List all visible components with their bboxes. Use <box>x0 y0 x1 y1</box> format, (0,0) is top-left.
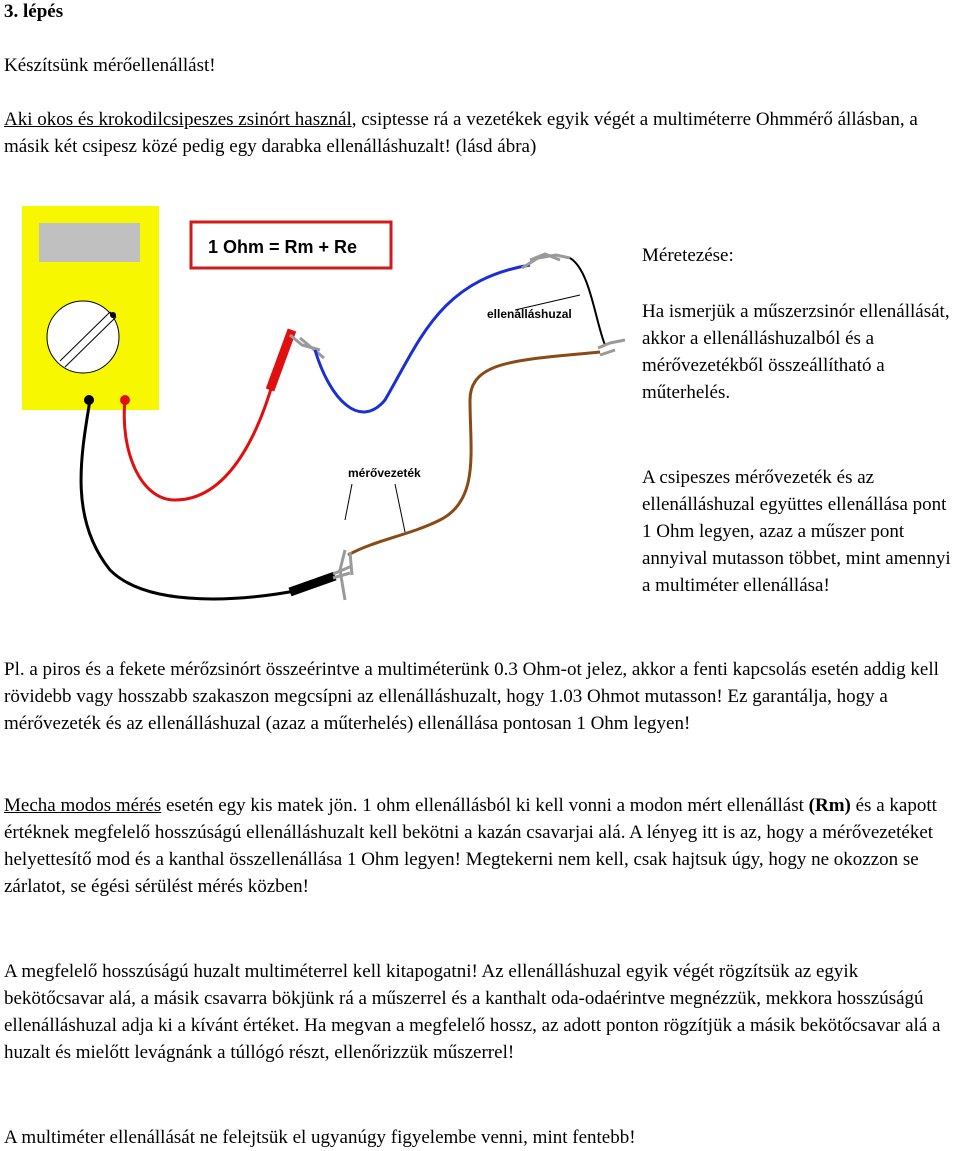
brown-lead <box>348 352 600 555</box>
paragraph-3 <box>4 792 954 900</box>
paragraph-3-text-b: és a kapott értéknek megfelelő hosszúságú ellenálláshuzalt kell bekötni a kazán csavarjai alá. A lényeg itt is az, hogy a mérővezetéket helyettesítő mod és a kanthal összellenállása 1 Ohm legyen! Megtekerni nem kell, csak hajtsuk úgy, hogy ne okozzon se zárlatot, se égési sérülést mérés közben! <box>4 795 937 897</box>
resistance-wire <box>570 258 605 345</box>
paragraph-1-text: , csiptesse rá a vezetékek egyik végét a multiméterre Ohmmérő állásban, a másik két csipesz közé pedig egy darabka ellenálláshuzalt! (lásd ábra) <box>4 109 918 157</box>
paragraph-4: A megfelelő hosszúságú huzalt multiméterrel kell kitapogatni! Az ellenálláshuzal egyik végét rögzítsük az egyik bekötőcsavar alá, a másik csavarra bökjünk rá a műszerrel és a kanthalt oda-odaérintve megnézzük, mekkora hosszúságú ellenálláshuzal adja ki a kívánt értéket. Ha megvan a megfelelő hossz, az adott ponton rögzítjük a másik bekötőcsavar alá a huzalt és mielőtt levágnánk a túllógó részt, ellenőrizzük műszerrel! <box>4 961 941 1063</box>
multimeter-display <box>39 223 140 262</box>
multimeter-dial <box>47 301 119 373</box>
label-resistance-wire: ellenálláshuzal <box>487 307 572 321</box>
formula-text: 1 Ohm = Rm + Re <box>208 237 358 257</box>
paragraph-3-text-a: esetén egy kis matek jön. 1 ohm ellenállásból ki kell vonni a modon mért ellenállást <box>161 795 809 816</box>
intro-text: Készítsünk mérőellenállást! <box>4 55 216 76</box>
paragraph-1 <box>4 106 954 160</box>
side-title: Méretezése: <box>642 245 734 266</box>
side-paragraph-1: Ha ismerjük a műszerzsinór ellenállását, akkor a ellenálláshuzalból és a mérővezetékből összeállítható a műterhelés. <box>642 301 950 403</box>
step-heading: 3. lépés <box>4 1 64 22</box>
blue-lead <box>315 265 530 412</box>
croc-clip-link[interactable]: Aki okos és krokodilcsipeszes zsinórt használ <box>4 109 352 130</box>
rm-bold: (Rm) <box>808 795 851 816</box>
paragraph-5: A multiméter ellenállását ne felejtsük el ugyanúgy figyelembe venni, mint fentebb! <box>4 1127 636 1148</box>
paragraph-2: Pl. a piros és a fekete mérőzsinórt összeérintve a multiméterünk 0.3 Ohm-ot jelez, akkor a fenti kapcsolás esetén addig kell rövidebb vagy hosszabb szakaszon megcsípni az ellenálláshuzalt, hogy 1.03 Ohmot mutasson! Ez garantálja, hogy a mérővezeték és az ellenálláshuzal (azaz a műterhelés) ellenállása pontosan 1 Ohm legyen! <box>4 659 939 734</box>
mecha-mod-link[interactable]: Mecha modos mérés <box>4 795 162 816</box>
label-measuring-lead: mérővezeték <box>348 466 421 480</box>
circuit-diagram <box>0 200 640 640</box>
side-paragraph-2: A csipeszes mérővezeték és az ellenálláshuzal együttes ellenállása pont 1 Ohm legyen, azaz a műszer pont annyival mutasson többet, mint amennyi a multiméter ellenállása! <box>642 467 951 596</box>
